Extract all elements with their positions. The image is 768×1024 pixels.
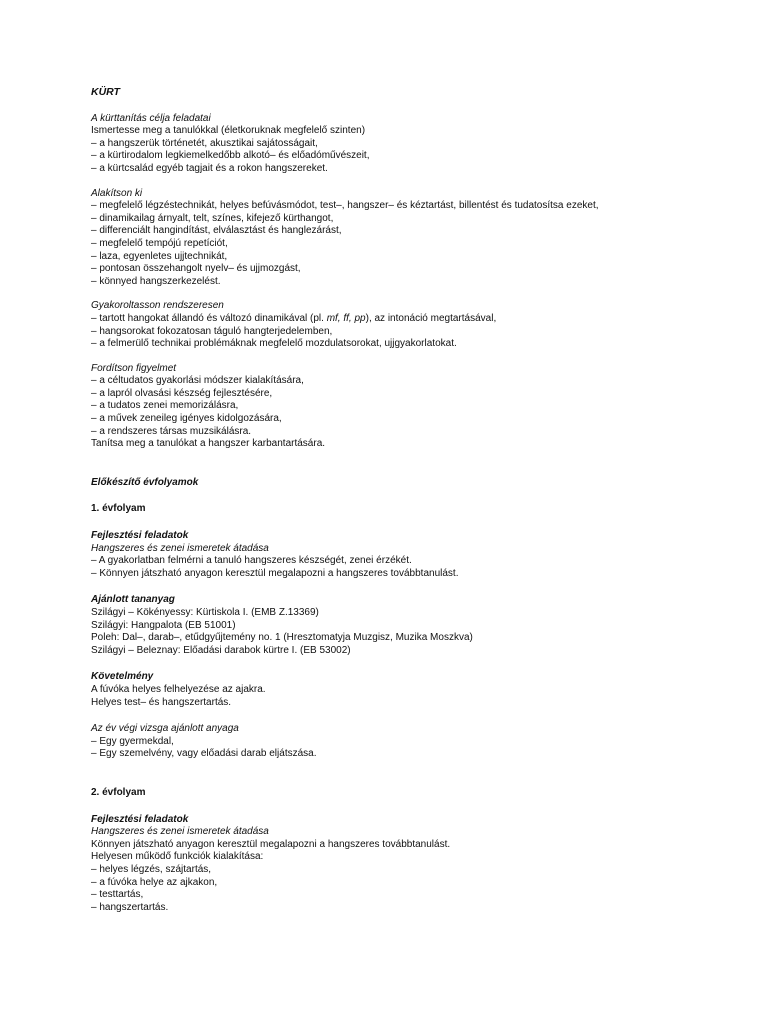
list-item: Helyes test– és hangszertartás. bbox=[91, 696, 232, 708]
list-item: – a céltudatos gyakorlási módszer kialakítására, bbox=[91, 375, 304, 387]
list-item: – a felmerülő technikai problémáknak megfelelő mozdulatsorokat, ujjgyakorlatokat. bbox=[91, 338, 457, 350]
practice-item1-post: ), az intonáció megtartásával, bbox=[365, 312, 497, 324]
attention-heading: Fordítson figyelmet bbox=[91, 362, 177, 374]
document-page bbox=[91, 86, 691, 914]
list-item: – Egy gyermekdal, bbox=[91, 735, 174, 747]
dynamics-markings: mf, ff, pp bbox=[326, 312, 366, 324]
list-item: – A gyakorlatban felmérni a tanuló hangszeres készségét, zenei érzékét. bbox=[91, 555, 412, 567]
list-item: – a kürtirodalom legkiemelkedőbb alkotó– és előadóművészeit, bbox=[91, 150, 370, 162]
list-item: Szilágyi: Hangpalota (EB 51001) bbox=[91, 619, 236, 631]
list-item: – a tudatos zenei memorizálásra, bbox=[91, 400, 239, 412]
list-item: Poleh: Dal–, darab–, etűdgyűjtemény no. 1 (Hresztomatyja Muzgisz, Muzika Moszkva) bbox=[91, 632, 473, 644]
list-item: Szilágyi – Kökényessy: Kürtiskola I. (EMB Z.13369) bbox=[91, 607, 319, 618]
aim-intro: Ismertesse meg a tanulókkal (életkoruknak megfelelő szinten) bbox=[91, 125, 366, 137]
document-title: KÜRT bbox=[91, 86, 120, 98]
year1-heading: 1. évfolyam bbox=[91, 503, 146, 515]
list-item: Szilágyi – Beleznay: Előadási darabok kürtre I. (EB 53002) bbox=[91, 644, 351, 656]
year2-tasks-heading: Fejlesztési feladatok bbox=[91, 813, 189, 825]
list-item: – differenciált hangindítást, elválasztást és hanglezárást, bbox=[91, 225, 342, 237]
year1-requirement-heading: Követelmény bbox=[91, 671, 154, 683]
list-item: A fúvóka helyes felhelyezése az ajakra. bbox=[91, 683, 266, 695]
list-item: – testtartás, bbox=[91, 889, 144, 901]
develop-heading: Alakítson ki bbox=[91, 187, 143, 199]
year1-exam-heading: Az év végi vizsga ajánlott anyaga bbox=[91, 723, 239, 735]
list-item: – könnyed hangszerkezelést. bbox=[91, 275, 221, 287]
list-item: – hangszertartás. bbox=[91, 901, 169, 913]
attention-closing: Tanítsa meg a tanulókat a hangszer karbantartására. bbox=[91, 438, 326, 450]
practice-heading: Gyakoroltasson rendszeresen bbox=[91, 300, 224, 312]
list-item: – megfelelő légzéstechnikát, helyes befúvásmódot, test–, hangszer– és kéztartást, billentést és tudatosítsa ezeket, bbox=[91, 200, 599, 212]
list-item: – a művek zeneileg igényes kidolgozására, bbox=[91, 413, 282, 425]
list-item: – a hangszerük történetét, akusztikai sajátosságait, bbox=[91, 137, 318, 149]
aim-heading: A kürttanítás célja feladatai bbox=[91, 112, 211, 124]
list-item bbox=[91, 313, 691, 326]
list-item: – pontosan összehangolt nyelv– és ujjmozgást, bbox=[91, 263, 301, 275]
list-item: – dinamikailag árnyalt, telt, színes, kifejező kürthangot, bbox=[91, 212, 334, 224]
list-item: – hangsorokat fokozatosan táguló hangterjedelemben, bbox=[91, 325, 333, 337]
year1-tasks-heading: Fejlesztési feladatok bbox=[91, 530, 189, 542]
list-item: – a fúvóka helye az ajkakon, bbox=[91, 876, 218, 888]
list-item: – a lapról olvasási készség fejlesztésére, bbox=[91, 387, 273, 399]
year2-tasks-subheading: Hangszeres és zenei ismeretek átadása bbox=[91, 826, 269, 838]
list-item: Helyesen működő funkciók kialakítása: bbox=[91, 851, 264, 863]
practice-item1-pre: – tartott hangokat állandó és változó dinamikával (pl. bbox=[91, 312, 327, 324]
list-item: – helyes légzés, szájtartás, bbox=[91, 863, 212, 875]
list-item: – laza, egyenletes ujjtechnikát, bbox=[91, 250, 228, 262]
year1-material-heading: Ajánlott tananyag bbox=[91, 594, 175, 606]
list-item: – a kürtcsalád egyéb tagjait és a rokon hangszereket. bbox=[91, 162, 328, 174]
year2-heading: 2. évfolyam bbox=[91, 786, 146, 798]
list-item: – Egy szemelvény, vagy előadási darab eljátszása. bbox=[91, 748, 317, 760]
prep-heading: Előkészítő évfolyamok bbox=[91, 476, 199, 488]
list-item: Könnyen játszható anyagon keresztül megalapozni a hangszeres továbbtanulást. bbox=[91, 838, 451, 850]
year1-tasks-subheading: Hangszeres és zenei ismeretek átadása bbox=[91, 542, 269, 554]
list-item: – megfelelő tempójú repetíciót, bbox=[91, 237, 228, 249]
list-item: – a rendszeres társas muzsikálásra. bbox=[91, 425, 252, 437]
list-item: – Könnyen játszható anyagon keresztül megalapozni a hangszeres továbbtanulást. bbox=[91, 567, 459, 579]
